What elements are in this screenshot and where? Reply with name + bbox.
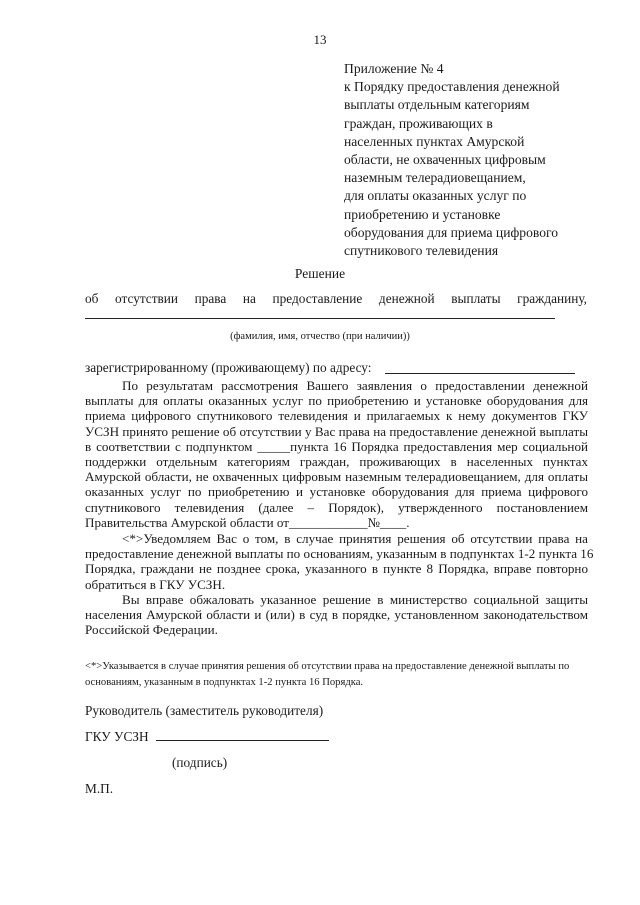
paragraph-line: выплаты для оплаты оказанных услуг по приобретению и установке оборудования для xyxy=(85,393,588,409)
paragraph-decision xyxy=(85,378,588,530)
paragraph-line: в соответствии с подпунктом _____пункта 16 Порядка предоставления мер социальной xyxy=(85,438,588,454)
page-number: 13 xyxy=(313,32,327,47)
appendix-line: оборудования для приема цифрового xyxy=(344,224,559,240)
paragraph-line: <*>Уведомляем Вас о том, в случае принятия решения об отсутствии права на xyxy=(122,531,588,546)
footnote-line: основаниям, указанным в подпунктах 1-2 пункта 16 Порядка. xyxy=(85,677,364,688)
document-title: Решение xyxy=(294,266,346,281)
paragraph-line: оказанных услуг по приобретению и установке оборудования для приема цифрового xyxy=(85,484,588,500)
paragraph-appeal xyxy=(85,592,588,638)
appendix-line: граждан, проживающих в xyxy=(344,115,493,131)
paragraph-line: Порядка, граждани не позднее срока, указанного в пункте 8 Порядка, вправе повторно xyxy=(85,561,588,577)
head-label: Руководитель (заместитель руководителя) xyxy=(85,703,324,718)
appendix-line: спутникового телевидения xyxy=(344,243,499,259)
appendix-line: наземным телерадиовещанием, xyxy=(344,170,526,186)
signature-caption: (подпись) xyxy=(172,755,228,770)
fio-caption: (фамилия, имя, отчество (при наличии)) xyxy=(230,331,410,342)
appendix-line: приобретению и установке xyxy=(344,206,501,222)
paragraph-line: поддержки отдельным категориям граждан, проживающих в населенных пунктах xyxy=(85,453,588,469)
paragraph-line: Амурской области, не охваченных цифровым наземным телерадиовещанием, для оплаты xyxy=(85,469,588,485)
signature-input-line[interactable] xyxy=(156,740,329,741)
paragraph-line: Вы вправе обжаловать указанное решение в министерство социальной защиты xyxy=(122,592,588,607)
decision-subject-line: об отсутствии права на предоставление денежной выплаты гражданину, xyxy=(85,291,587,306)
org-label: ГКУ УСЗН xyxy=(85,729,149,744)
appendix-line: для оплаты оказанных услуг по xyxy=(344,188,527,204)
appendix-line: области, не охваченных цифровым xyxy=(344,152,546,168)
appendix-line: населенных пунктах Амурской xyxy=(344,133,525,149)
address-label: зарегистрированному (проживающему) по адресу: xyxy=(85,360,372,375)
paragraph-line: приема цифрового спутникового телевидения и прилагаемых к нему документов ГКУ xyxy=(85,408,588,424)
paragraph-line: предоставление денежной выплаты по основаниям, указанным в подпунктах 1-2 пункта 16 xyxy=(85,546,594,562)
paragraph-line: обратиться в ГКУ УСЗН. xyxy=(85,576,226,592)
appendix-line: выплаты отдельным категориям xyxy=(344,97,530,113)
paragraph-line: УСЗН принято решение об отсутствии у Вас права на предоставление денежной выплаты xyxy=(85,423,588,439)
paragraph-notice xyxy=(85,531,594,592)
stamp-label: М.П. xyxy=(85,781,114,796)
fio-input-line[interactable] xyxy=(85,318,555,319)
appendix-line: к Порядку предоставления денежной xyxy=(344,79,560,95)
address-input-line[interactable] xyxy=(385,373,575,374)
paragraph-line: Российской Федерации. xyxy=(85,622,218,638)
paragraph-line: По результатам рассмотрения Вашего заявления о предоставлении денежной xyxy=(122,378,588,393)
appendix-line: Приложение № 4 xyxy=(344,61,444,76)
footnote xyxy=(85,659,590,691)
paragraph-line: спутникового телевидения (далее – Порядок), утвержденного постановлением xyxy=(85,499,588,515)
appendix-header xyxy=(344,60,634,260)
paragraph-line: Правительства Амурской области от____________№____. xyxy=(85,514,410,530)
footnote-line: <*>Указывается в случае принятия решения об отсутствии права на предоставление денежной выплаты по xyxy=(85,661,570,672)
paragraph-line: населения Амурской области и (или) в суд в порядке, установленном законодательством xyxy=(85,607,588,623)
